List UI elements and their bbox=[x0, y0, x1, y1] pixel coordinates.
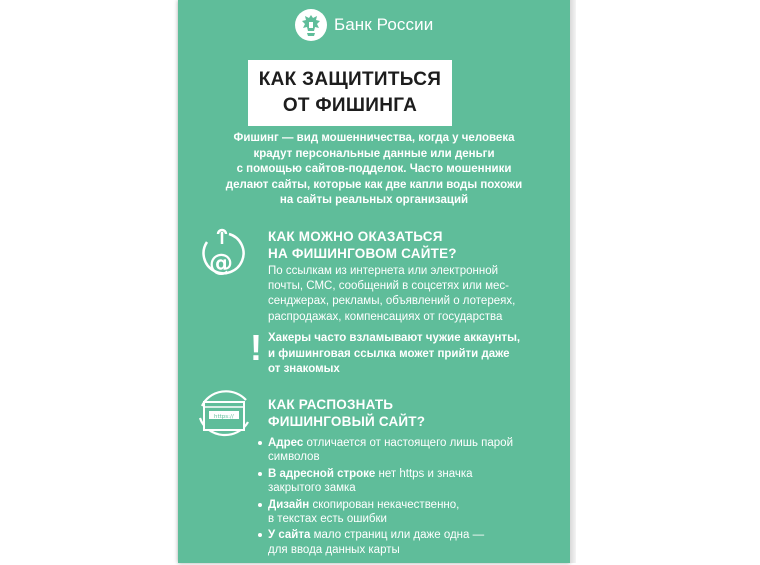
section1-body-line: почты, СМС, сообщений в соцсетях или мес- bbox=[268, 280, 509, 293]
bullet-line2: символов bbox=[268, 451, 320, 464]
intro-text bbox=[208, 131, 540, 209]
title-box bbox=[248, 60, 452, 126]
bullet-line2: в текстах есть ошибки bbox=[268, 513, 387, 526]
warning-line: Хакеры часто взламывают чужие аккаунты, bbox=[268, 332, 521, 344]
intro-line: делают сайты, которые как две капли воды похожи bbox=[225, 178, 523, 191]
section2-title bbox=[268, 396, 425, 430]
section1-body bbox=[268, 264, 515, 325]
bullet-item bbox=[258, 467, 538, 496]
phishing-flyer bbox=[178, 0, 570, 563]
intro-line: с помощью сайтов-подделок. Часто мошенники bbox=[236, 163, 512, 175]
browser-url-label: https:// bbox=[214, 414, 234, 420]
recognize-bullets bbox=[258, 436, 538, 559]
bullet-line2: для ввода данных карты bbox=[268, 543, 400, 556]
section1-body-line: сенджерах, рекламы, объявлений о лотереях, bbox=[268, 295, 516, 308]
title-line-1: КАК ЗАЩИТИТЬСЯ bbox=[258, 69, 442, 90]
bullet-bold: Адрес bbox=[268, 437, 304, 449]
exclamation-icon: ! bbox=[250, 327, 262, 368]
bullet-bold: В адресной строке bbox=[268, 467, 376, 480]
section1-body-line: распродажах, компенсациях от государства bbox=[268, 310, 503, 323]
title-line-2: ОТ ФИШИНГА bbox=[282, 95, 418, 116]
section1-title bbox=[268, 228, 457, 262]
bullet-rest: мало страниц или даже одна — bbox=[310, 529, 485, 542]
browser-window-icon bbox=[192, 388, 256, 444]
bank-logo bbox=[294, 8, 433, 42]
warning-line: и фишинговая ссылка может прийти даже bbox=[268, 347, 510, 360]
section1-title-line: КАК МОЖНО ОКАЗАТЬСЯ bbox=[268, 229, 443, 244]
intro-line: крадут персональные данные или деньги bbox=[253, 147, 495, 160]
at-sign-hook-icon bbox=[196, 228, 252, 288]
bullet-rest: нет https и значка bbox=[375, 467, 473, 480]
section2-title-line: КАК РАСПОЗНАТЬ bbox=[268, 397, 394, 412]
intro-line: Фишинг — вид мошенничества, когда у человека bbox=[233, 132, 515, 144]
bullet-bold: У сайта bbox=[268, 529, 311, 542]
section2-title-line: ФИШИНГОВЫЙ САЙТ? bbox=[268, 414, 426, 429]
bullet-rest: скопирован некачественно, bbox=[309, 498, 460, 511]
intro-line: на сайты реальных организаций bbox=[279, 194, 469, 206]
section1-body-line: По ссылкам из интернета или электронной bbox=[268, 265, 499, 277]
bullet-line2: закрытого замка bbox=[268, 482, 356, 495]
bullet-bold: Дизайн bbox=[268, 498, 310, 511]
section1-title-line: НА ФИШИНГОВОМ САЙТЕ? bbox=[268, 246, 457, 261]
bullet-item bbox=[258, 498, 538, 527]
bank-name: Банк России bbox=[334, 15, 434, 34]
warning-line: от знакомых bbox=[268, 363, 340, 375]
warning-text bbox=[268, 331, 520, 378]
page-shadow bbox=[570, 0, 576, 563]
bullet-rest: отличается от настоящего лишь парой bbox=[303, 437, 513, 449]
bullet-item bbox=[258, 436, 538, 465]
double-headed-eagle-icon bbox=[294, 8, 328, 42]
svg-text:@: @ bbox=[209, 249, 233, 277]
bullet-item bbox=[258, 528, 538, 557]
